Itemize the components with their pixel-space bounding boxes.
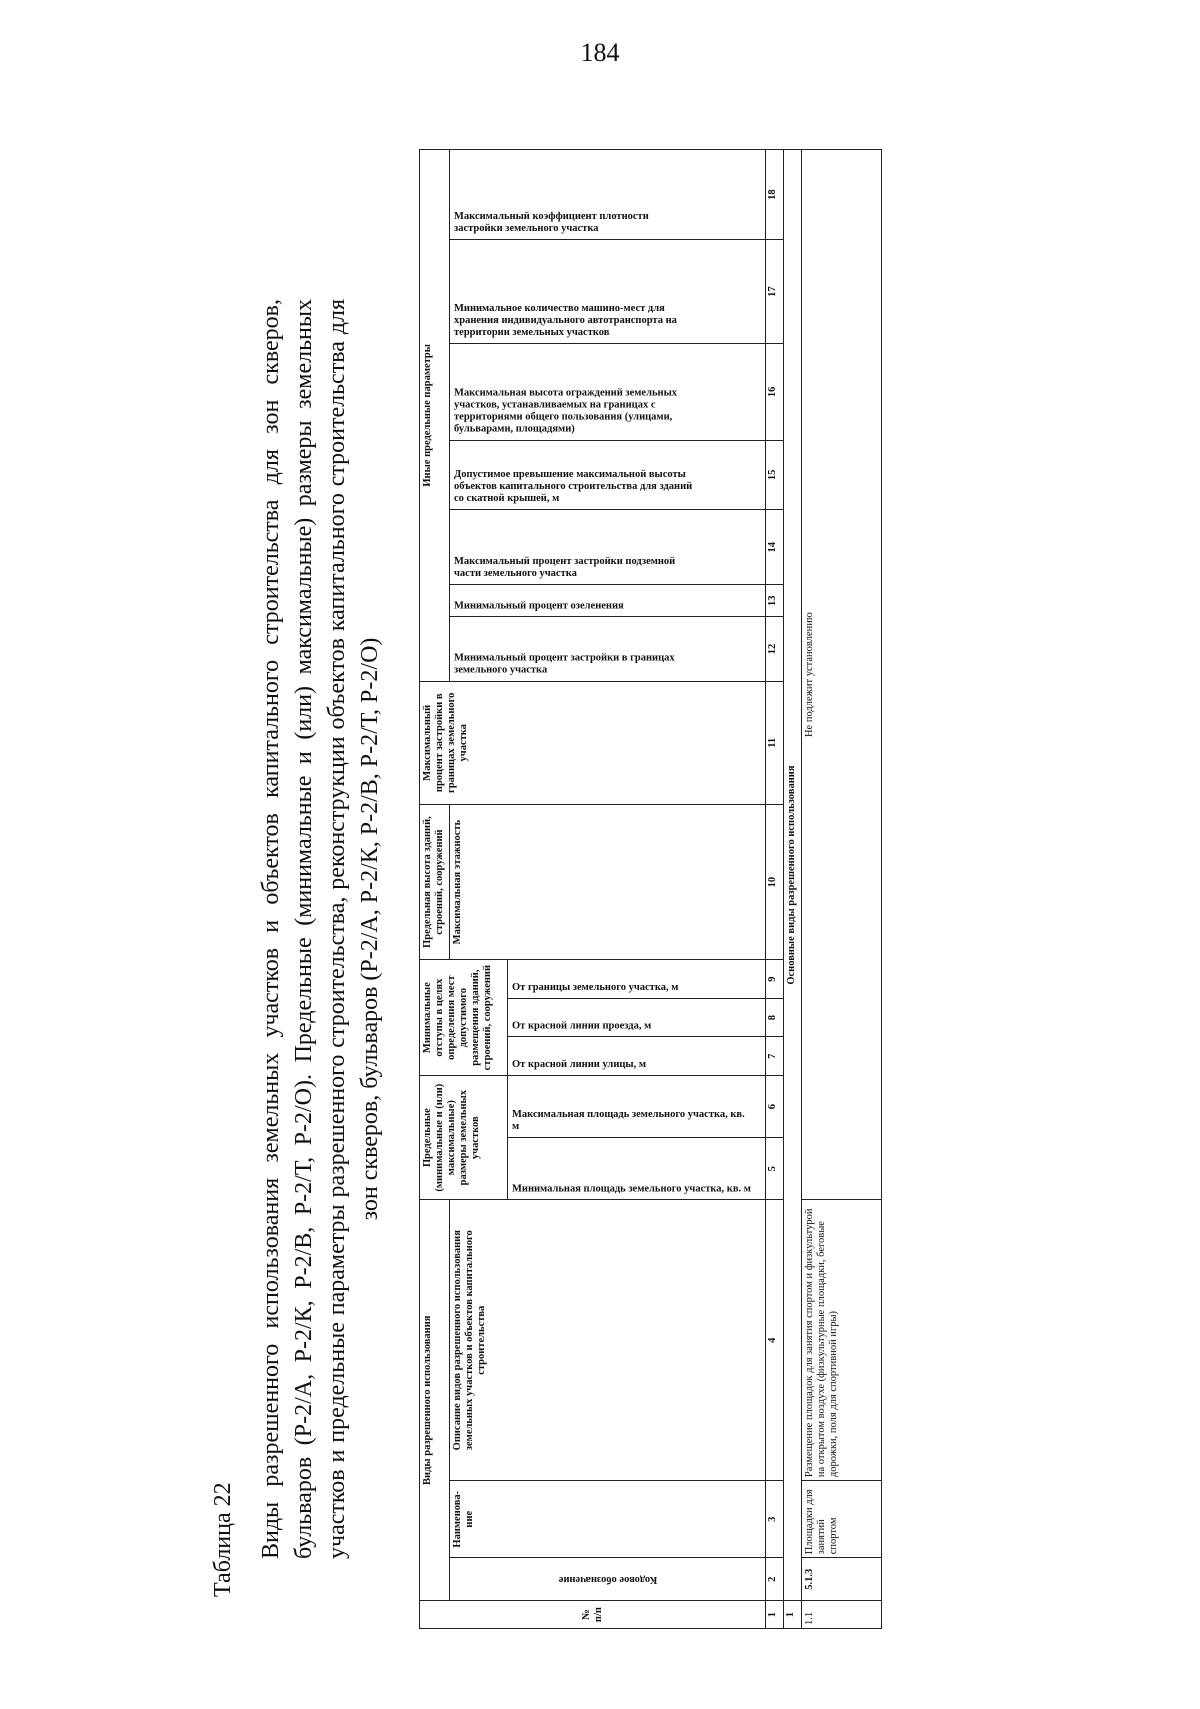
row-code: 5.1.3 bbox=[802, 1558, 882, 1601]
header-code bbox=[450, 1558, 766, 1601]
section-label: Основные виды разрешенного использования bbox=[784, 150, 802, 1601]
header-height: Предельная высота зданий, строений, сооружений bbox=[420, 804, 450, 959]
col-number: 1 bbox=[766, 1601, 784, 1629]
col-number: 9 bbox=[766, 960, 784, 999]
header-c5 bbox=[508, 1138, 766, 1200]
col-number: 11 bbox=[766, 681, 784, 804]
row-num: 1.1 bbox=[802, 1601, 882, 1629]
header-other: Иные предельные параметры bbox=[420, 150, 450, 682]
header-c18 bbox=[450, 150, 766, 240]
header-c8 bbox=[508, 998, 766, 1037]
header-c13-text: Минимальный процент озеленения bbox=[454, 600, 624, 612]
col-number: 10 bbox=[766, 804, 784, 959]
header-c15 bbox=[450, 440, 766, 510]
header-c9-text: От границы земельного участка, м bbox=[512, 981, 679, 993]
row-params: Не подлежит установлению bbox=[802, 150, 882, 1200]
col-number: 13 bbox=[766, 585, 784, 617]
header-c12-text: Минимальный процент застройки в границах земельного участка bbox=[454, 652, 675, 676]
header-c18-text: Максимальный коэффициент плотности застройки земельного участка bbox=[454, 211, 649, 235]
col-number: 16 bbox=[766, 344, 784, 440]
col-number: 7 bbox=[766, 1037, 784, 1076]
header-vri: Виды разрешенного использования bbox=[420, 1200, 450, 1601]
col-number: 6 bbox=[766, 1076, 784, 1138]
header-c9 bbox=[508, 960, 766, 999]
header-setback: Минимальные отступы в целях определения мест допустимого размещения зданий, строений, сооружений bbox=[420, 960, 508, 1076]
col-number: 12 bbox=[766, 617, 784, 681]
header-maxcov: Максимальный процент застройки в границах земельного участка bbox=[420, 681, 766, 804]
row-description: Размещение площадок для занятия спортом и физкультурой на открытом воздухе (физкультурные площадки, беговые дорожки, поля для спортивной игры) bbox=[802, 1200, 882, 1481]
header-c16 bbox=[450, 344, 766, 440]
col-number: 5 bbox=[766, 1138, 784, 1200]
header-c6-text: Максимальная площадь земельного участка, кв. м bbox=[512, 1109, 745, 1133]
col-number: 14 bbox=[766, 510, 784, 585]
col-number: 17 bbox=[766, 240, 784, 344]
header-num: № п/п bbox=[420, 1601, 766, 1629]
header-c14 bbox=[450, 510, 766, 585]
col-number: 18 bbox=[766, 150, 784, 240]
col-number: 4 bbox=[766, 1200, 784, 1481]
section-row bbox=[784, 150, 802, 1629]
landscape-content bbox=[0, 129, 1090, 1709]
header-c12 bbox=[450, 617, 766, 681]
table-row bbox=[802, 150, 882, 1629]
header-size: Предельные (минимальные и (или) максимальные) размеры земельных участков bbox=[420, 1076, 508, 1200]
col-number: 15 bbox=[766, 440, 784, 510]
regulations-table bbox=[419, 149, 882, 1629]
header-c14-text: Максимальный процент застройки подземной части земельного участка bbox=[454, 556, 676, 580]
header-c7 bbox=[508, 1037, 766, 1076]
header-floors: Максимальная этажность bbox=[450, 804, 766, 959]
column-number-row bbox=[766, 150, 784, 1629]
document-title: Виды разрешенного использования земельных участков и объектов капитального строительства для зон скверов, бульваров (Р-2/А, Р-2/К, Р-2/В, Р-2/Т, Р-2/О). Предельные (минимальные и (или) максимальные) размеры земельных участков и предельные параметры разрешенного строительства, реконструкции объектов капитального строительства для зон скверов, бульваров (Р-2/А, Р-2/К, Р-2/В, Р-2/Т, Р-2/О) bbox=[258, 299, 383, 1559]
header-c6 bbox=[508, 1076, 766, 1138]
row-name: Площадки для занятий спортом bbox=[802, 1481, 882, 1558]
header-c7-text: От красной линии улицы, м bbox=[512, 1059, 647, 1071]
col-number: 2 bbox=[766, 1558, 784, 1601]
header-name: Наименова-ние bbox=[450, 1481, 766, 1558]
header-row-1 bbox=[420, 150, 450, 1629]
header-row-2 bbox=[450, 150, 508, 1629]
table-caption: Таблица 22 bbox=[210, 1482, 236, 1597]
header-desc: Описание видов разрешенного использования земельных участков и объектов капитального строительства bbox=[450, 1200, 766, 1481]
header-c16-text: Максимальная высота ограждений земельных участков, устанавливаемых на границах с территориями общего пользования (улицами, бульварами, площадями) bbox=[454, 387, 678, 435]
page-number: 184 bbox=[580, 38, 620, 67]
header-c15-text: Допустимое превышение максимальной высоты объектов капитального строительства для зданий со скатной крышей, м bbox=[454, 469, 693, 505]
header-c17 bbox=[450, 240, 766, 344]
section-num: 1 bbox=[784, 1601, 802, 1629]
col-number: 8 bbox=[766, 998, 784, 1037]
col-number: 3 bbox=[766, 1481, 784, 1558]
header-c13 bbox=[450, 585, 766, 617]
header-c8-text: От красной линии проезда, м bbox=[512, 1020, 652, 1032]
header-code-text: Кодовое обозначение bbox=[558, 1574, 657, 1586]
header-c5-text: Минимальная площадь земельного участка, кв. м bbox=[512, 1183, 751, 1195]
header-c17-text: Минимальное количество машино-мест для хранения индивидуального автотранспорта на территории земельных участков bbox=[454, 303, 677, 339]
